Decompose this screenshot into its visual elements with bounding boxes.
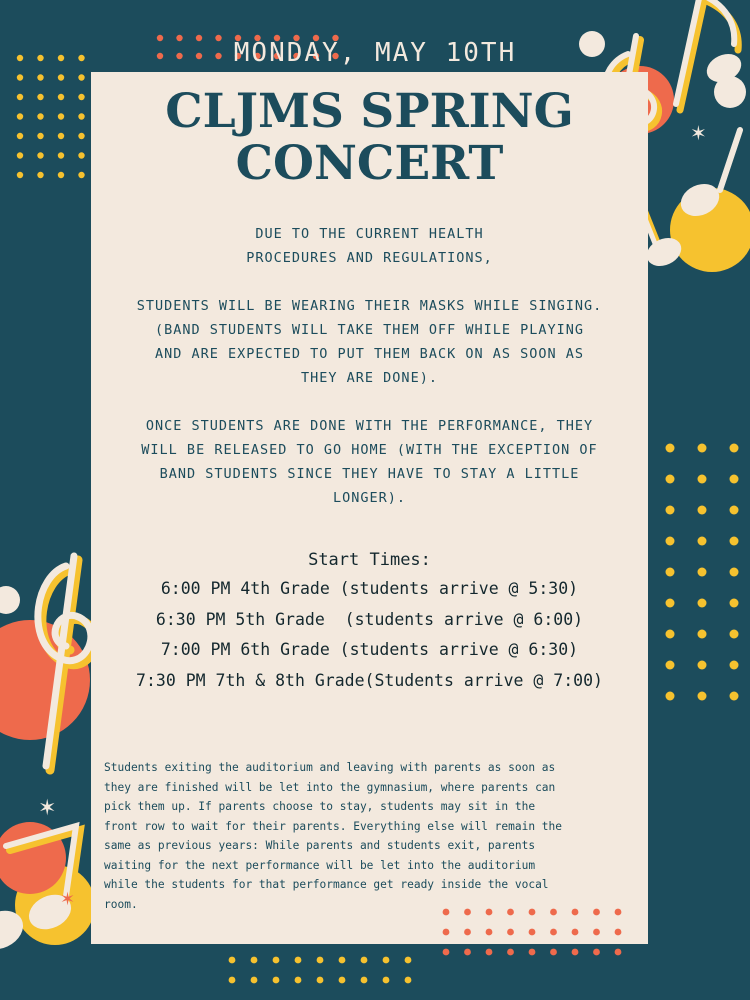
note-line: while the students for that performance get ready inside the vocal <box>104 878 549 891</box>
notice-line: BAND STUDENTS SINCE THEY HAVE TO STAY A LITTLE <box>159 466 580 482</box>
start-times-heading: Start Times: <box>308 550 431 570</box>
svg-text:✶: ✶ <box>60 889 76 910</box>
dot-grid-card-coral <box>443 909 622 956</box>
decorative-dot <box>572 929 579 936</box>
decorative-dot <box>572 949 579 956</box>
title-line-1: CLJMS SPRING <box>165 84 574 139</box>
note-line: Students exiting the auditorium and leaving with parents as soon as <box>104 761 556 774</box>
schedule-row: 6:30 PM 5th Grade (students arrive @ 6:00) <box>155 609 584 629</box>
notice-line: WILL BE RELEASED TO GO HOME (WITH THE EXCEPTION OF <box>141 442 598 458</box>
exit-procedure-note <box>104 758 640 914</box>
decorative-dot <box>550 929 557 936</box>
decorative-dot <box>550 949 557 956</box>
notice-line: LONGER). <box>332 490 407 506</box>
note-line: waiting for the next performance will be let into the auditorium <box>104 858 536 872</box>
decorative-dot <box>464 929 471 936</box>
notice-line: PROCEDURES AND REGULATIONS, <box>246 250 493 266</box>
notice-line: DUE TO THE CURRENT HEALTH <box>255 226 484 242</box>
note-line: same as previous years: While parents and students exit, parents <box>104 839 536 852</box>
decorative-dot <box>443 929 450 936</box>
note-line: pick them up. If parents choose to stay, students may sit in the <box>104 800 536 813</box>
decorative-dot <box>507 949 514 956</box>
notice-line: STUDENTS WILL BE WEARING THEIR MASKS WHILE SINGING. <box>136 298 603 314</box>
decorative-dot <box>464 949 471 956</box>
schedule-row: 6:00 PM 4th Grade (students arrive @ 5:30) <box>160 579 579 598</box>
decorative-dot <box>529 929 536 936</box>
decorative-dot <box>529 949 536 956</box>
notice-line: AND ARE EXPECTED TO PUT THEM BACK ON AS SOON AS <box>154 346 584 362</box>
notice-line: (BAND STUDENTS WILL TAKE THEM OFF WHILE PLAYING <box>154 322 584 338</box>
note-line: they are finished will be let into the gymnasium, where parents can <box>104 780 556 794</box>
schedule-row: 7:30 PM 7th & 8th Grade(Students arrive @ 7:00) <box>136 670 603 690</box>
decorative-dot <box>615 949 622 956</box>
svg-text:✶: ✶ <box>690 121 707 145</box>
mask-notice <box>91 294 648 390</box>
decorative-dot <box>486 949 493 956</box>
notice-line: ONCE STUDENTS ARE DONE WITH THE PERFORMANCE, THEY <box>145 418 594 434</box>
svg-text:✶: ✶ <box>38 796 57 821</box>
decorative-dot <box>593 949 600 956</box>
note-line: front row to wait for their parents. Everything else will remain the <box>104 819 563 833</box>
decorative-dot <box>615 929 622 936</box>
decorative-dot <box>593 929 600 936</box>
decorative-dot <box>486 929 493 936</box>
event-date: MONDAY, MAY 10TH <box>233 38 517 68</box>
schedule-row: 7:00 PM 6th Grade (students arrive @ 6:30) <box>160 640 579 659</box>
health-notice <box>91 222 648 270</box>
release-notice <box>91 414 648 510</box>
title-line-2: CONCERT <box>235 136 504 191</box>
page-title <box>91 86 648 190</box>
note-line: room. <box>104 897 138 911</box>
decorative-dot <box>507 929 514 936</box>
notice-line: THEY ARE DONE). <box>301 370 438 386</box>
decorative-dot <box>443 949 450 956</box>
start-times <box>91 546 648 696</box>
